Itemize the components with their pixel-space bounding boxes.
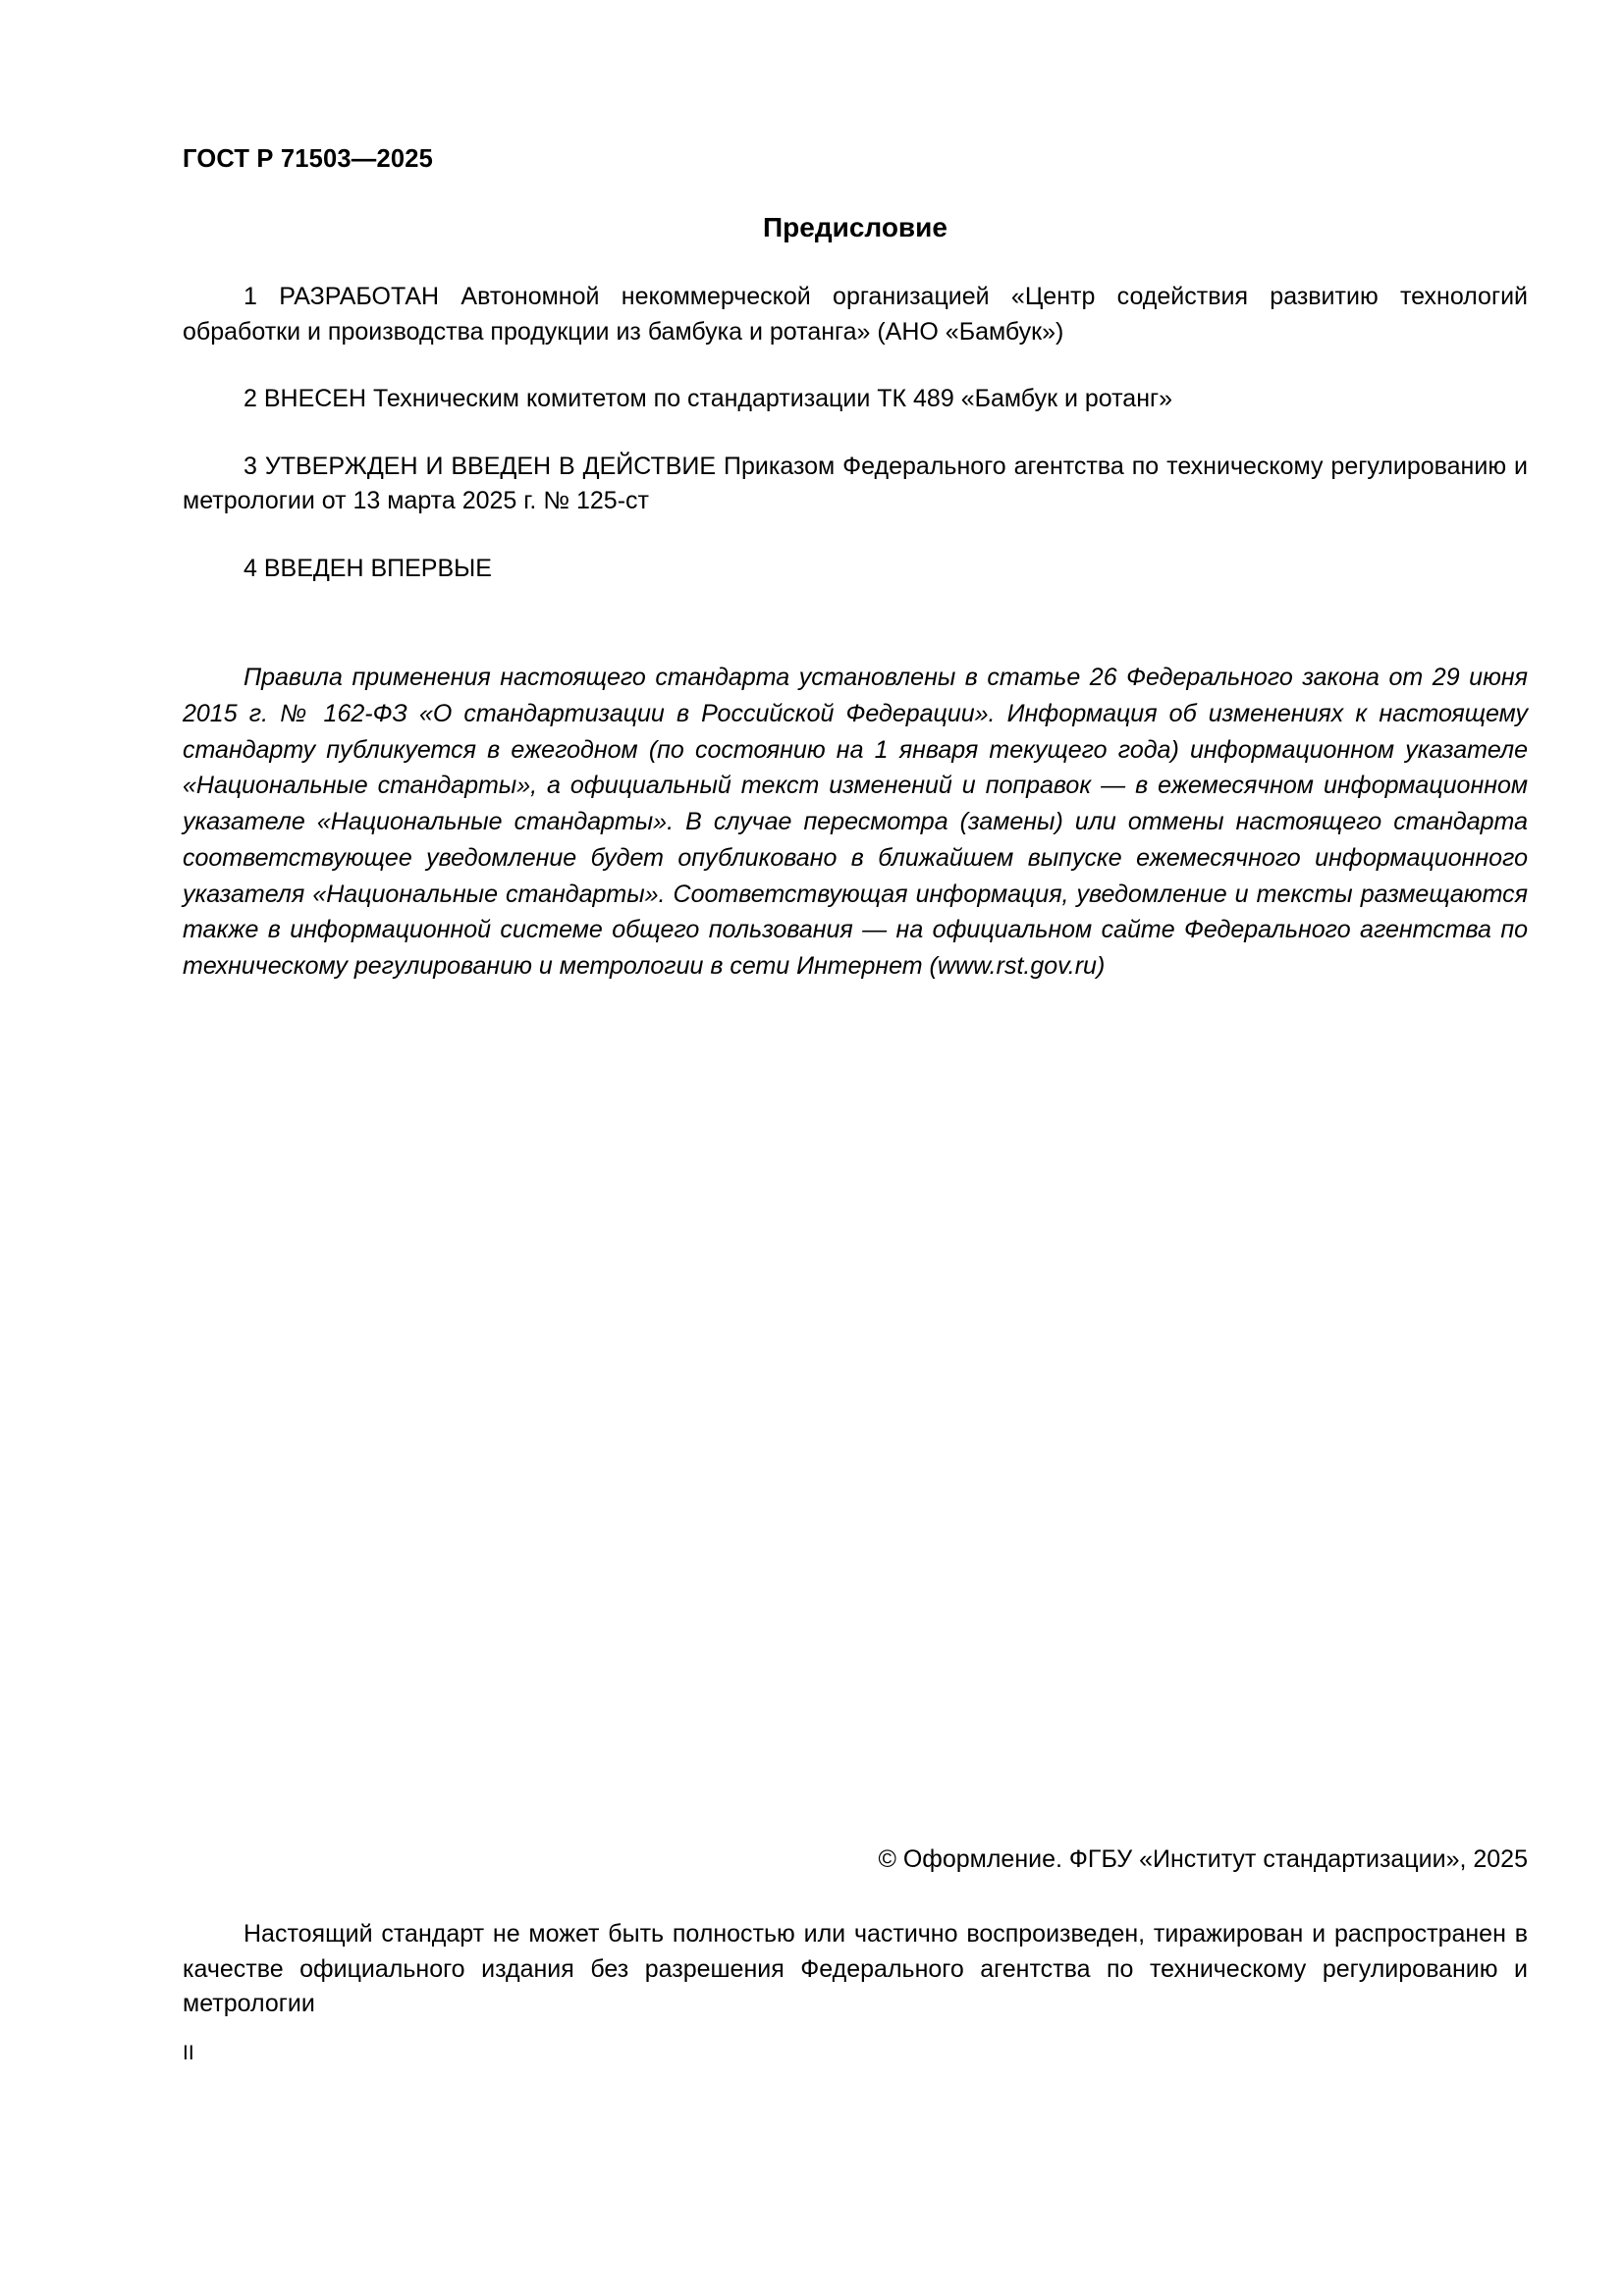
copyright-line: © Оформление. ФГБУ «Институт стандартизации», 2025 [878, 1845, 1528, 1873]
clause-list [183, 280, 1528, 586]
clause-item: 1 РАЗРАБОТАН Автономной некоммерческой организацией «Центр содействия развитию технологий обработки и производства продукции из бамбука и ротанга» (АНО «Бамбук») [183, 283, 1528, 346]
standard-code-header: ГОСТ Р 71503—2025 [183, 145, 434, 173]
clause-item: 4 ВВЕДЕН ВПЕРВЫЕ [244, 554, 492, 582]
clause-item: 3 УТВЕРЖДЕН И ВВЕДЕН В ДЕЙСТВИЕ Приказом Федерального агентства по техническому регулированию и метрологии от 13 марта 2025 г. № 125-ст [183, 452, 1528, 514]
clause-item: 2 ВНЕСЕН Техническим комитетом по стандартизации ТК 489 «Бамбук и ротанг» [244, 385, 1173, 412]
page-number: II [183, 2042, 194, 2064]
reproduction-notice: Настоящий стандарт не может быть полностью или частично воспроизведен, тиражирован и распространен в качестве официального издания без разрешения Федерального агентства по техническому регулированию и метрологии [183, 1920, 1528, 2017]
application-rules-paragraph: Правила применения настоящего стандарта установлены в статье 26 Федерального закона от 29 июня 2015 г. № 162-ФЗ «О стандартизации в Российской Федерации». Информация об изменениях к настоящему стандарту публикуется в ежегодном (по состоянию на 1 января текущего года) информационном указателе «Национальные стандарты», а официальный текст изменений и поправок — в ежемесячном информационном указателе «Национальные стандарты». В случае пересмотра (замены) или отмены настоящего стандарта соответствующее уведомление будет опубликовано в ближайшем выпуске ежемесячного информационного указателя «Национальные стандарты». Соответствующая информация, уведомление и тексты размещаются также в информационной системе общего пользования — на официальном сайте Федерального агентства по техническому регулированию и метрологии в сети Интернет (www.rst.gov.ru) [183, 664, 1528, 980]
page-title: Предисловие [763, 212, 947, 242]
